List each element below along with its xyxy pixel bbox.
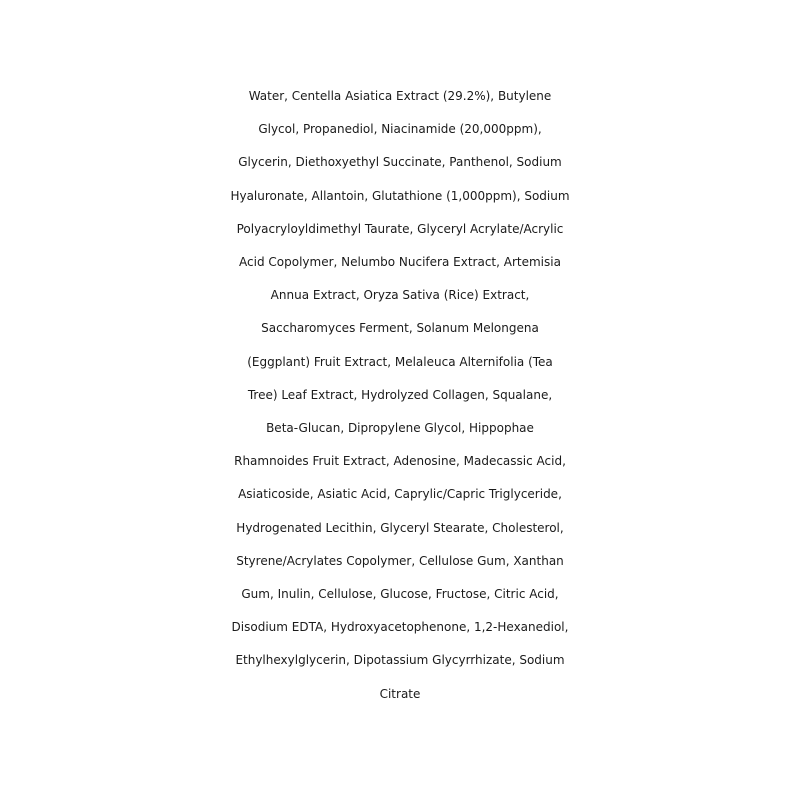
ingredients-line: Glycerin, Diethoxyethyl Succinate, Panthenol, Sodium (238, 155, 562, 170)
ingredients-line: Tree) Leaf Extract, Hydrolyzed Collagen, Squalane, (247, 387, 553, 402)
ingredients-line: Saccharomyces Ferment, Solanum Melongena (261, 321, 539, 336)
ingredients-line: Beta-Glucan, Dipropylene Glycol, Hippophae (266, 421, 534, 436)
ingredients-line: Annua Extract, Oryza Sativa (Rice) Extract, (270, 288, 530, 303)
ingredients-line: Citrate (379, 686, 421, 701)
ingredients-line: Water, Centella Asiatica Extract (29.2%), Butylene (248, 89, 552, 103)
ingredients-line: Asiaticoside, Asiatic Acid, Caprylic/Capric Triglyceride, (238, 487, 562, 502)
ingredients-line: Styrene/Acrylates Copolymer, Cellulose Gum, Xanthan (236, 553, 564, 568)
ingredients-line: Acid Copolymer, Nelumbo Nucifera Extract, Artemisia (239, 255, 561, 270)
ingredients-line: Gum, Inulin, Cellulose, Glucose, Fructose, Citric Acid, (241, 587, 559, 602)
ingredients-line: Rhamnoides Fruit Extract, Adenosine, Madecassic Acid, (234, 454, 566, 469)
ingredients-line: Hyaluronate, Allantoin, Glutathione (1,000ppm), Sodium (230, 188, 570, 203)
ingredients-line: Glycol, Propanediol, Niacinamide (20,000ppm), (258, 122, 542, 137)
ingredients-line: Ethylhexylglycerin, Dipotassium Glycyrrhizate, Sodium (235, 653, 565, 668)
ingredients-line: Polyacryloyldimethyl Taurate, Glyceryl Acrylate/Acrylic (236, 221, 564, 236)
ingredients-line: Hydrogenated Lecithin, Glyceryl Stearate, Cholesterol, (236, 520, 564, 535)
ingredients-list (0, 80, 800, 711)
ingredients-line: Disodium EDTA, Hydroxyacetophenone, 1,2-Hexanediol, (231, 620, 569, 635)
ingredients-line: (Eggplant) Fruit Extract, Melaleuca Alternifolia (Tea (247, 354, 553, 369)
